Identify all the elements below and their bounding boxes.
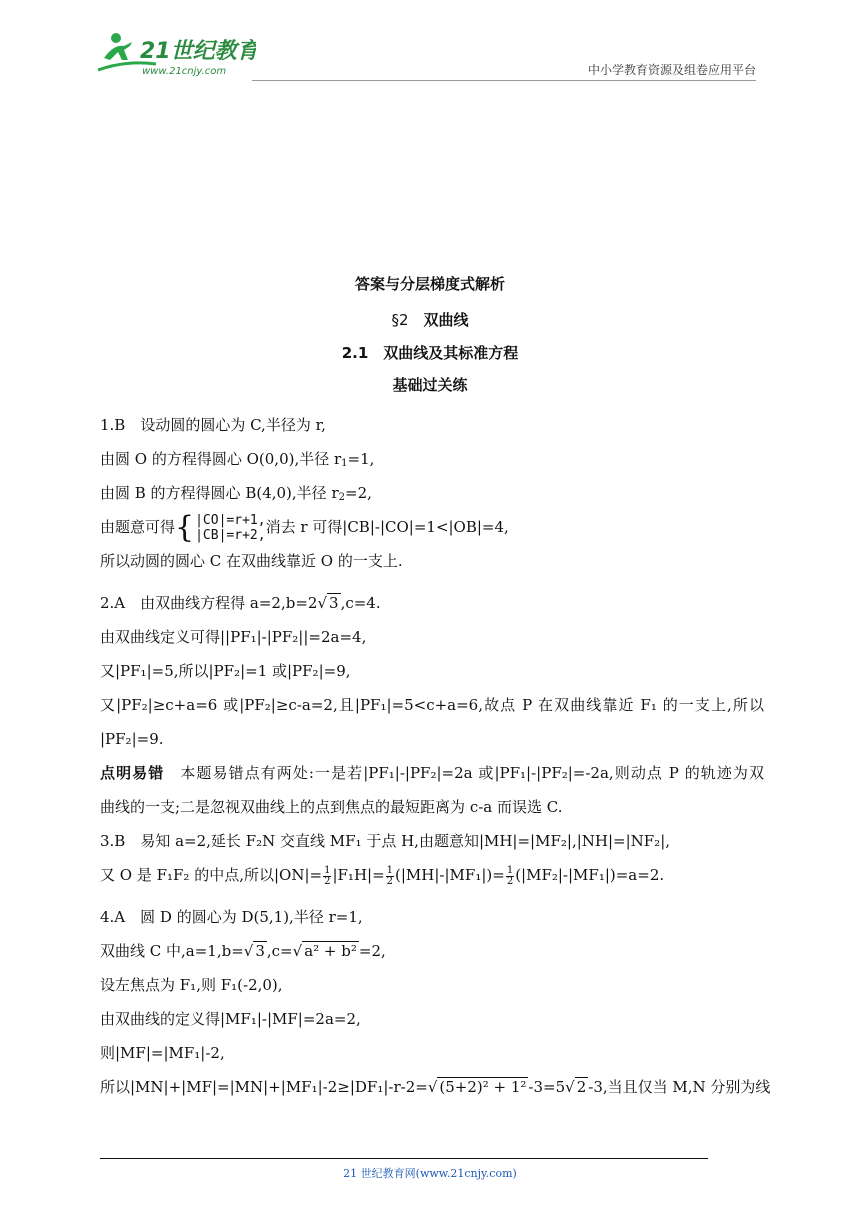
footer-divider — [100, 1158, 708, 1159]
note-line-2: 曲线的一支;二是忽视双曲线上的点到焦点的最短距离为 c-a 而误选 C. — [100, 798, 563, 816]
q2-line-4: 又|PF₂|≥c+a=6 或|PF₂|≥c-a=2,且|PF₁|=5<c+a=6,故点 P 在双曲线靠近 F₁ 的一支上,所以 — [100, 696, 764, 714]
section-title — [0, 309, 860, 330]
q2-line-5: |PF₂|=9. — [100, 730, 164, 748]
q3-line-1: 3.B 易知 a=2,延长 F₂N 交直线 MF₁ 于点 H,由题意知|MH|=|MF₂|,|NH|=|NF₂|, — [100, 832, 671, 850]
q1-line-4: 由题意可得 { |CO|=r+1, |CB|=r+2, 消去 r 可得|CB|-|CO|=1<|OB|=4, — [100, 510, 509, 545]
section-number: §2 — [391, 311, 409, 329]
solutions-body — [100, 408, 771, 1104]
note-line-1: 点明易错 本题易错点有两处:一是若|PF₁|-|PF₂|=2a 或|PF₁|-|PF₂|=-2a,则动点 P 的轨迹为双 — [100, 764, 764, 782]
q4-line-1: 4.A 圆 D 的圆心为 D(5,1),半径 r=1, — [100, 908, 363, 926]
q1-line-3: 由圆 B 的方程得圆心 B(4,0),半径 $r_2=2$, — [100, 484, 372, 503]
q4-line-3: 设左焦点为 F₁,则 F₁(-2,0), — [100, 976, 283, 994]
page-header — [0, 0, 860, 90]
document-title: 答案与分层梯度式解析 — [354, 275, 505, 293]
q2-line-1: 2.A 由双曲线方程得 a=2,b=2√ 3 ,c=4. — [100, 594, 381, 612]
svg-text:21世纪教育: 21世纪教育 — [140, 39, 256, 64]
q2-line-3: 又|PF₁|=5,所以|PF₂|=1 或|PF₂|=9, — [100, 662, 351, 680]
subsection-number: 2.1 — [341, 344, 369, 362]
subsection-title — [0, 342, 860, 363]
q4-line-4: 由双曲线的定义得|MF₁|-|MF|=2a=2, — [100, 1010, 361, 1028]
runner-logo-icon — [96, 30, 256, 80]
q4-line-2: 双曲线 C 中,a=1,b=√ 3 ,c=√ a² + b² =2, — [100, 942, 386, 960]
logo — [96, 30, 256, 80]
header-divider — [252, 80, 756, 81]
q1-line-1: 1.B 设动圆的圆心为 C,半径为 r, — [100, 416, 326, 434]
section-name: 双曲线 — [423, 311, 469, 329]
footer-text: 21 世纪教育网(www.21cnjy.com) — [343, 1167, 517, 1180]
level-title: 基础过关练 — [392, 376, 468, 394]
equation-system: { |CO|=r+1, |CB|=r+2, — [175, 510, 266, 545]
q4-line-6: 所以|MN|+|MF|=|MN|+|MF₁|-2≥|DF₁|-r-2=√ (5+2)² + 1² -3=5√ 2 -3,当且仅当 M,N 分别为线 — [100, 1078, 771, 1096]
subsection-name: 双曲线及其标准方程 — [383, 344, 519, 362]
q1-line-5: 所以动圆的圆心 C 在双曲线靠近 O 的一支上. — [100, 552, 403, 570]
svg-text:www.21cnjy.com: www.21cnjy.com — [142, 66, 227, 77]
note-label: 点明易错 — [100, 764, 165, 782]
q1-line-2: 由圆 O 的方程得圆心 O(0,0),半径 $r_1=1$, — [100, 450, 375, 469]
q4-line-5: 则|MF|=|MF₁|-2, — [100, 1044, 225, 1062]
platform-name: 中小学教育资源及组卷应用平台 — [587, 63, 756, 77]
q2-line-2: 由双曲线定义可得||PF₁|-|PF₂||=2a=4, — [100, 628, 367, 646]
q3-line-2: 又 O 是 F₁F₂ 的中点,所以|ON|= $\frac{1}{2}$ |F₁H|= $\frac{1}{2}$ (|MH|-|MF₁|)= $\frac{1}{2}$ (|MF₂|-|MF₁|)=a=2. — [100, 864, 665, 887]
